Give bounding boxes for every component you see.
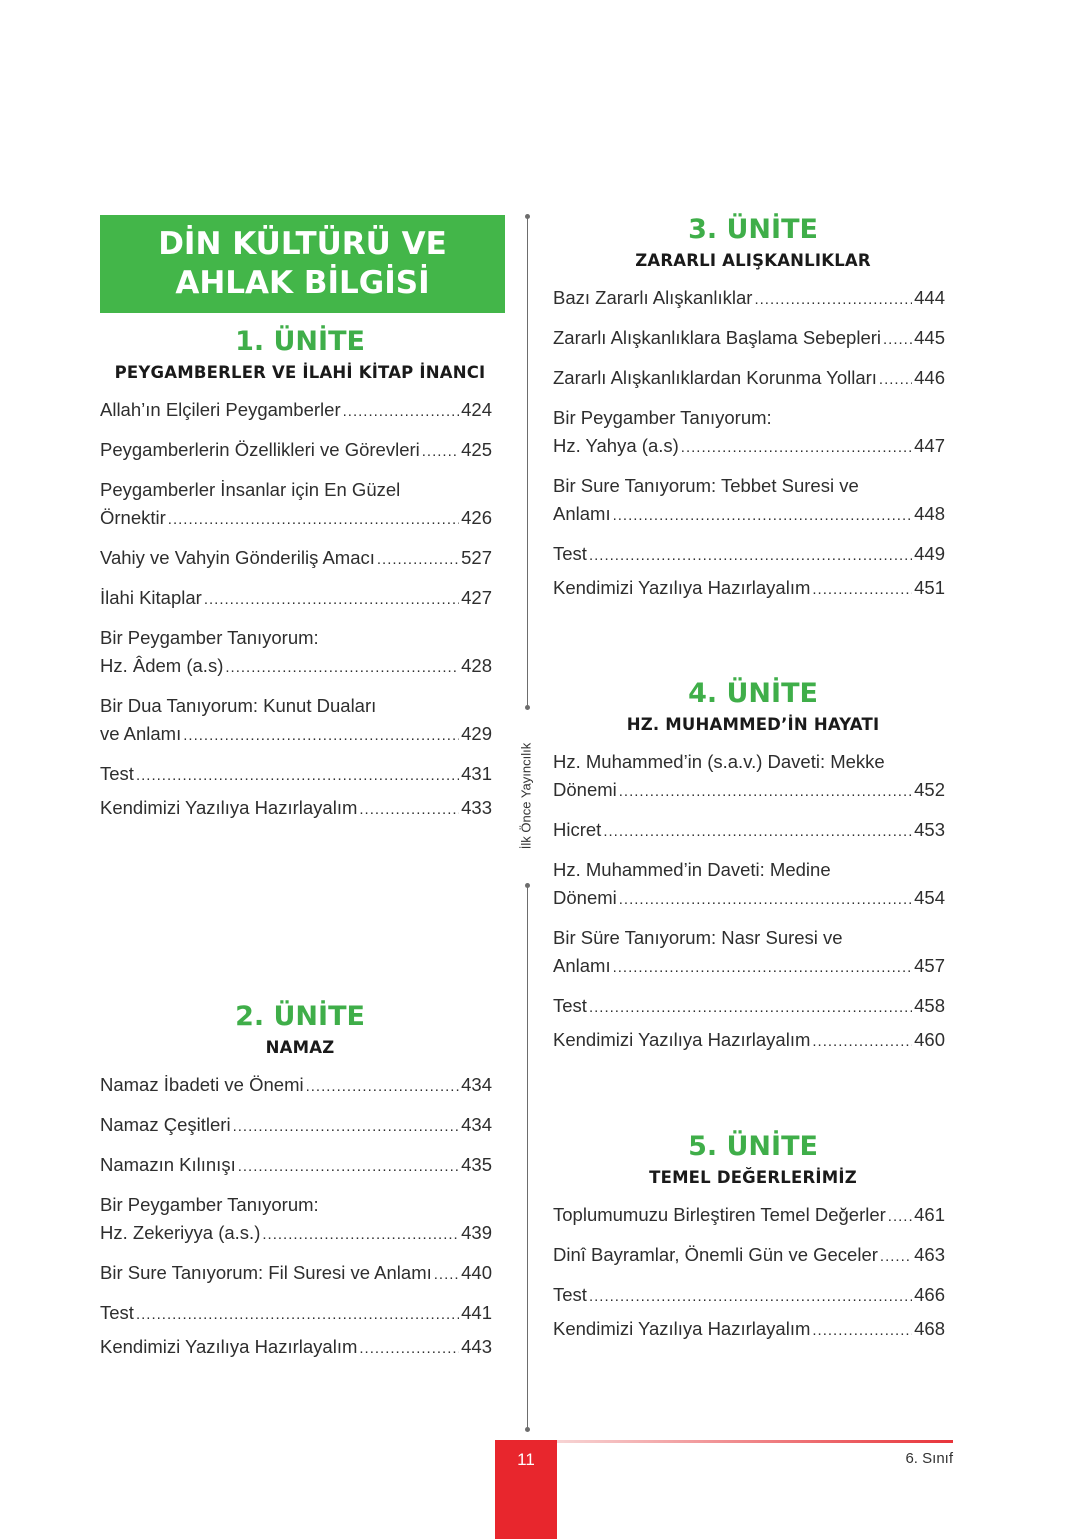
toc-list — [553, 748, 953, 1056]
toc-entry — [100, 1111, 500, 1141]
toc-entry-line — [100, 1151, 492, 1181]
toc-entry — [100, 624, 510, 682]
column-divider-bottom — [527, 885, 528, 1430]
dot-leader — [136, 762, 459, 790]
toc-entry-label: Hz. Yahya (a.s) — [553, 435, 679, 456]
dot-leader — [589, 1283, 912, 1311]
toc-page-number: 448 — [914, 503, 945, 524]
toc-entry-title-line: Bir Peygamber Tanıyorum: — [100, 1194, 319, 1215]
toc-entry-label: Kendimizi Yazılıya Hazırlayalım — [100, 1336, 358, 1357]
toc-entry-label: Test — [100, 1302, 134, 1323]
toc-entry — [100, 760, 510, 790]
left-column — [100, 215, 510, 1357]
toc-entry-label: Kendimizi Yazılıya Hazırlayalım — [100, 797, 358, 818]
toc-entry — [100, 544, 510, 574]
unit-subtitle: HZ. MUHAMMED’İN HAYATI — [626, 715, 880, 734]
toc-entry-label: Hicret — [553, 819, 602, 840]
toc-page-number: 451 — [914, 577, 945, 598]
toc-entry-line — [553, 1201, 945, 1231]
dot-leader — [589, 994, 912, 1022]
toc-page-number: 425 — [461, 439, 492, 460]
unit-subtitle: NAMAZ — [265, 1038, 335, 1057]
toc-entry-label: Test — [553, 543, 587, 564]
toc-page-number: 444 — [914, 287, 945, 308]
toc-page-number: 427 — [461, 587, 492, 608]
unit-subtitle: PEYGAMBERLER VE İLAHİ KİTAP İNANCI — [114, 363, 486, 382]
toc-entry-line — [553, 540, 945, 570]
toc-entry-line — [100, 794, 492, 824]
toc-entry-label: Test — [100, 763, 134, 784]
dot-leader — [681, 434, 912, 462]
toc-entry — [553, 748, 953, 806]
dot-leader — [619, 886, 912, 914]
toc-entry — [553, 1281, 953, 1311]
toc-page-number: 453 — [914, 819, 945, 840]
dot-leader — [183, 722, 459, 750]
toc-entry-label: Anlamı — [553, 503, 611, 524]
toc-list — [553, 284, 953, 604]
dot-leader — [754, 286, 912, 314]
toc-entry — [100, 1191, 500, 1249]
toc-page-number: 435 — [461, 1154, 492, 1175]
divider-dot — [525, 883, 530, 888]
toc-entry-line — [100, 584, 492, 614]
toc-page-number: 454 — [914, 887, 945, 908]
toc-entry — [100, 436, 510, 466]
toc-entry-line — [553, 992, 945, 1022]
toc-entry — [553, 1026, 953, 1056]
unit-1-section — [100, 325, 510, 824]
toc-entry-line — [553, 952, 945, 982]
dot-leader — [306, 1073, 460, 1101]
toc-entry-title-line: Bir Süre Tanıyorum: Nasr Suresi ve — [553, 927, 843, 948]
dot-leader — [812, 1317, 912, 1345]
toc-entry — [553, 816, 953, 846]
toc-entry-label: Kendimizi Yazılıya Hazırlayalım — [553, 1029, 811, 1050]
divider-dot — [525, 705, 530, 710]
toc-entry-title-line: Hz. Muhammed’in (s.a.v.) Daveti: Mekke — [553, 751, 885, 772]
toc-entry-line — [553, 1281, 945, 1311]
toc-page-number: 468 — [914, 1318, 945, 1339]
toc-page-number: 426 — [461, 507, 492, 528]
toc-entry-label: Bazı Zararlı Alışkanlıklar — [553, 287, 753, 308]
dot-leader — [204, 586, 459, 614]
toc-page-number: 457 — [914, 955, 945, 976]
toc-entry — [100, 476, 510, 534]
dot-leader — [225, 654, 459, 682]
dot-leader — [812, 576, 912, 604]
unit-heading: 1. ÜNİTE — [235, 326, 365, 357]
toc-entry-label: Hz. Zekeriyya (a.s.) — [100, 1222, 261, 1243]
toc-entry — [100, 692, 510, 750]
toc-entry-line — [100, 1333, 492, 1363]
page-number — [495, 1440, 557, 1539]
toc-entry-label: Dönemi — [553, 887, 617, 908]
toc-entry — [100, 1333, 500, 1363]
toc-list — [100, 396, 510, 824]
toc-page-number: 463 — [914, 1244, 945, 1265]
dot-leader — [359, 796, 459, 824]
toc-entry-label: Dinî Bayramlar, Önemli Gün ve Geceler — [553, 1244, 878, 1265]
toc-entry-line — [100, 1071, 492, 1101]
toc-entry-line — [100, 1259, 492, 1289]
dot-leader — [880, 1243, 912, 1271]
dot-leader — [619, 778, 912, 806]
unit-subtitle: TEMEL DEĞERLERİMİZ — [649, 1168, 857, 1187]
toc-entry-line — [553, 324, 945, 354]
toc-page-number: 452 — [914, 779, 945, 800]
dot-leader — [168, 506, 459, 534]
toc-entry — [553, 856, 953, 914]
toc-entry-line — [100, 436, 492, 466]
toc-page-number: 466 — [914, 1284, 945, 1305]
toc-entry-line — [553, 884, 945, 914]
toc-page-number: 433 — [461, 797, 492, 818]
divider-dot — [525, 214, 530, 219]
dot-leader — [343, 398, 460, 426]
toc-entry-label: Kendimizi Yazılıya Hazırlayalım — [553, 577, 811, 598]
toc-entry-line — [100, 544, 492, 574]
unit-heading: 4. ÜNİTE — [688, 678, 818, 709]
book-title-box — [100, 215, 505, 313]
toc-entry-label: Allah’ın Elçileri Peygamberler — [100, 399, 341, 420]
toc-entry-line — [100, 652, 492, 682]
toc-entry-line — [100, 760, 492, 790]
dot-leader — [422, 438, 459, 466]
toc-entry — [553, 1201, 953, 1231]
toc-entry-line — [553, 1241, 945, 1271]
unit-3-section — [553, 213, 953, 604]
grade-label: 6. Sınıf — [905, 1450, 953, 1467]
toc-entry-label: Test — [553, 995, 587, 1016]
toc-entry-line — [553, 284, 945, 314]
dot-leader — [879, 366, 912, 394]
toc-entry-line — [553, 432, 945, 462]
toc-entry-label: Bir Sure Tanıyorum: Fil Suresi ve Anlamı — [100, 1262, 432, 1283]
toc-page-number: 440 — [461, 1262, 492, 1283]
toc-list — [553, 1201, 953, 1345]
dot-leader — [603, 818, 912, 846]
publisher-vertical-label: İlk Önce Yayıncılık — [518, 742, 534, 850]
unit-heading: 5. ÜNİTE — [688, 1131, 818, 1162]
dot-leader — [613, 502, 913, 530]
toc-page-number: 461 — [914, 1204, 945, 1225]
toc-entry-title-line: Bir Peygamber Tanıyorum: — [100, 627, 319, 648]
toc-page-number: 460 — [914, 1029, 945, 1050]
dot-leader — [613, 954, 913, 982]
toc-entry — [553, 364, 953, 394]
toc-entry — [553, 1241, 953, 1271]
toc-entry — [553, 404, 953, 462]
toc-page-number: 527 — [461, 547, 492, 568]
toc-entry-label: Peygamberlerin Özellikleri ve Görevleri — [100, 439, 420, 460]
page-number-text: 11 — [517, 1450, 535, 1469]
toc-entry-line — [100, 720, 492, 750]
toc-entry-label: Zararlı Alışkanlıklardan Korunma Yolları — [553, 367, 877, 388]
dot-leader — [136, 1301, 459, 1329]
toc-entry — [100, 584, 510, 614]
toc-entry — [553, 324, 953, 354]
toc-entry-line — [100, 1111, 492, 1141]
book-title-line1: DİN KÜLTÜRÜ VE — [158, 226, 447, 262]
toc-entry — [100, 1299, 500, 1329]
toc-entry — [553, 992, 953, 1022]
dot-leader — [812, 1028, 912, 1056]
toc-entry-line — [553, 1026, 945, 1056]
toc-page-number: 428 — [461, 655, 492, 676]
toc-page-number: 443 — [461, 1336, 492, 1357]
toc-entry-title-line: Bir Dua Tanıyorum: Kunut Duaları — [100, 695, 377, 716]
dot-leader — [883, 326, 912, 354]
unit-5-section — [553, 1130, 953, 1355]
toc-entry — [553, 574, 953, 604]
toc-entry-line — [553, 500, 945, 530]
toc-page-number: 439 — [461, 1222, 492, 1243]
unit-heading: 3. ÜNİTE — [688, 214, 818, 245]
right-column — [553, 214, 953, 1339]
dot-leader — [233, 1113, 460, 1141]
toc-page-number: 446 — [914, 367, 945, 388]
toc-entry-line — [553, 1315, 945, 1345]
unit-subtitle: ZARARLI ALIŞKANLIKLAR — [635, 251, 871, 270]
toc-entry — [553, 284, 953, 314]
toc-page-number: 445 — [914, 327, 945, 348]
toc-entry-title-line: Hz. Muhammed’in Daveti: Medine — [553, 859, 831, 880]
unit-4-section — [553, 677, 953, 1066]
toc-entry-title-line: Bir Sure Tanıyorum: Tebbet Suresi ve — [553, 475, 859, 496]
toc-entry-line — [100, 1299, 492, 1329]
toc-entry-label: Vahiy ve Vahyin Gönderiliş Amacı — [100, 547, 375, 568]
dot-leader — [434, 1261, 459, 1289]
toc-entry-label: İlahi Kitaplar — [100, 587, 202, 608]
toc-entry — [553, 472, 953, 530]
toc-entry-label: Zararlı Alışkanlıklara Başlama Sebepleri — [553, 327, 882, 348]
toc-entry-label: Namaz Çeşitleri — [100, 1114, 231, 1135]
dot-leader — [262, 1221, 459, 1249]
dot-leader — [359, 1335, 459, 1363]
unit-2-section — [100, 1000, 500, 1373]
toc-page-number: 458 — [914, 995, 945, 1016]
toc-entry — [100, 1071, 500, 1101]
toc-page-number: 424 — [461, 399, 492, 420]
toc-entry-label: Örnektir — [100, 507, 166, 528]
toc-entry-label: Test — [553, 1284, 587, 1305]
toc-entry — [100, 794, 510, 824]
toc-entry-label: Namazın Kılınışı — [100, 1154, 236, 1175]
footer-rule — [557, 1440, 953, 1443]
toc-entry-label: Toplumumuzu Birleştiren Temel Değerler — [553, 1204, 886, 1225]
unit-heading: 2. ÜNİTE — [235, 1001, 365, 1032]
toc-entry-line — [100, 396, 492, 426]
toc-entry-label: Anlamı — [553, 955, 611, 976]
dot-leader — [238, 1153, 459, 1181]
toc-entry — [100, 396, 510, 426]
toc-entry-line — [553, 364, 945, 394]
dot-leader — [888, 1203, 912, 1231]
toc-entry — [553, 924, 953, 982]
toc-entry-label: Hz. Âdem (a.s) — [100, 655, 224, 676]
toc-entry-line — [100, 1219, 492, 1249]
toc-entry-line — [553, 776, 945, 806]
toc-page-number: 431 — [461, 763, 492, 784]
divider-dot — [525, 1427, 530, 1432]
toc-page-number: 434 — [461, 1114, 492, 1135]
book-title-line2: AHLAK BİLGİSİ — [175, 265, 430, 301]
toc-page-number: 447 — [914, 435, 945, 456]
toc-entry-line — [100, 504, 492, 534]
toc-entry-line — [553, 816, 945, 846]
toc-entry-line — [553, 574, 945, 604]
toc-entry-label: Namaz İbadeti ve Önemi — [100, 1074, 304, 1095]
toc-list — [100, 1071, 500, 1363]
toc-entry-label: Kendimizi Yazılıya Hazırlayalım — [553, 1318, 811, 1339]
toc-page-number: 441 — [461, 1302, 492, 1323]
toc-entry-label: ve Anlamı — [100, 723, 182, 744]
toc-entry — [553, 1315, 953, 1345]
toc-entry — [553, 540, 953, 570]
toc-page-number: 434 — [461, 1074, 492, 1095]
column-divider-top — [527, 216, 528, 708]
toc-entry — [100, 1259, 500, 1289]
dot-leader — [377, 546, 459, 574]
toc-entry-label: Dönemi — [553, 779, 617, 800]
dot-leader — [589, 542, 912, 570]
toc-page-number: 449 — [914, 543, 945, 564]
toc-page-number: 429 — [461, 723, 492, 744]
toc-entry-title-line: Bir Peygamber Tanıyorum: — [553, 407, 772, 428]
toc-entry-title-line: Peygamberler İnsanlar için En Güzel — [100, 479, 401, 500]
toc-entry — [100, 1151, 500, 1181]
